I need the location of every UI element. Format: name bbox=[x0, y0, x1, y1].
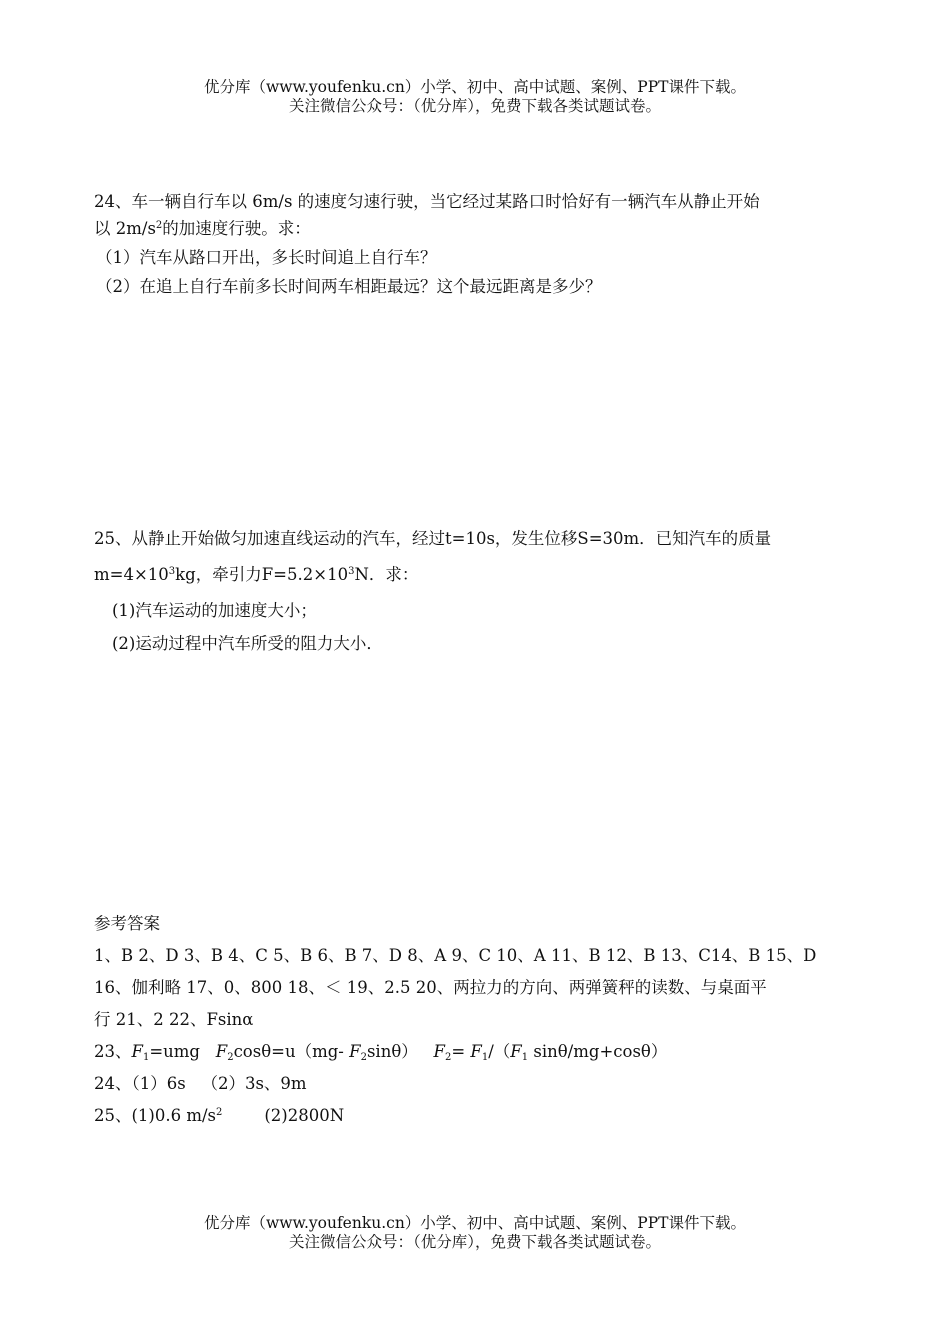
a23-sub: 2 bbox=[227, 1052, 234, 1063]
a23-sub: 1 bbox=[521, 1052, 529, 1063]
a23-text: cosθ=u（mg- bbox=[233, 1042, 350, 1061]
a23-sub: 1 bbox=[142, 1052, 150, 1063]
q24-line-2-b: 的加速度行驶。求： bbox=[162, 219, 311, 238]
answer-line-3: 行 21、2 22、Fsinα bbox=[94, 1010, 254, 1029]
q25-line-2 bbox=[94, 561, 418, 585]
q25-line-2-a: m=4×10 bbox=[94, 565, 169, 584]
answer-line-2: 16、伽利略 17、0、800 18、＜ 19、2.5 20、两拉力的方向、两弹簧秤的读数、与桌面平 bbox=[94, 978, 767, 997]
a23-f: F bbox=[433, 1042, 445, 1061]
a23-text: sinθ） bbox=[366, 1042, 434, 1061]
a23-f: F bbox=[510, 1042, 522, 1061]
answer-24: 24、（1）6s （2）3s、9m bbox=[94, 1074, 307, 1093]
a25-text-a: 25、(1)0.6 m/s bbox=[94, 1106, 217, 1125]
a23-text: = bbox=[451, 1042, 471, 1061]
a23-sub: 2 bbox=[444, 1052, 452, 1063]
q25-line-2-c: N．求： bbox=[354, 565, 419, 584]
answer-23 bbox=[94, 1038, 667, 1062]
a25-superscript: 2 bbox=[216, 1107, 223, 1118]
a23-f: F bbox=[131, 1042, 143, 1061]
a23-f: F bbox=[215, 1042, 228, 1061]
header-line-2: 关注微信公众号：（优分库），免费下载各类试题试卷。 bbox=[288, 97, 661, 115]
q25-subquestion-2: (2)运动过程中汽车所受的阻力大小． bbox=[112, 634, 383, 653]
answer-title: 参考答案 bbox=[94, 914, 160, 933]
page-header bbox=[0, 78, 950, 116]
q25-line-2-b: kg，牵引力F=5.2×10 bbox=[175, 565, 349, 584]
footer-line-2: 关注微信公众号：（优分库），免费下载各类试题试卷。 bbox=[288, 1233, 661, 1251]
a23-text: =umg bbox=[149, 1042, 216, 1061]
q25-superscript-1: 3 bbox=[168, 566, 176, 577]
answer-line-1: 1、B 2、D 3、B 4、C 5、B 6、B 7、D 8、A 9、C 10、A 11、B 12、B 13、C14、B 15、D bbox=[94, 946, 817, 965]
q24-subquestion-1: （1）汽车从路口开出，多长时间追上自行车？ bbox=[96, 248, 437, 267]
a23-sub: 1 bbox=[481, 1052, 489, 1063]
a23-f: F bbox=[470, 1042, 482, 1061]
q24-line-2-a: 以 2m/s bbox=[94, 219, 156, 238]
q24-superscript: 2 bbox=[155, 220, 163, 231]
a23-text: /（ bbox=[488, 1042, 511, 1061]
q24-subquestion-2: （2）在追上自行车前多长时间两车相距最远？这个最远距离是多少？ bbox=[96, 277, 602, 296]
a23-f: F bbox=[349, 1042, 361, 1061]
a23-text: sinθ/mg+cosθ） bbox=[528, 1042, 668, 1061]
header-line-1: 优分库（www.youfenku.cn）小学、初中、高中试题、案例、PPT课件下载。 bbox=[203, 78, 747, 96]
answer-25 bbox=[94, 1102, 344, 1126]
q25-superscript-2: 3 bbox=[348, 566, 355, 577]
page-footer bbox=[0, 1214, 950, 1252]
q24-line-1: 24、车一辆自行车以 6m/s 的速度匀速行驶，当它经过某路口时恰好有一辆汽车从静止开始 bbox=[94, 192, 760, 211]
footer-line-1: 优分库（www.youfenku.cn）小学、初中、高中试题、案例、PPT课件下载。 bbox=[203, 1214, 747, 1232]
q25-subquestion-1: (1)汽车运动的加速度大小； bbox=[112, 601, 317, 620]
a23-sub: 2 bbox=[360, 1052, 367, 1063]
q24-line-2 bbox=[94, 215, 311, 239]
a23-prefix: 23、 bbox=[94, 1042, 132, 1061]
q25-line-1: 25、从静止开始做匀加速直线运动的汽车，经过t=10s，发生位移S=30m．已知汽车的质量 bbox=[94, 529, 772, 548]
a25-text-b: (2)2800N bbox=[222, 1106, 345, 1125]
